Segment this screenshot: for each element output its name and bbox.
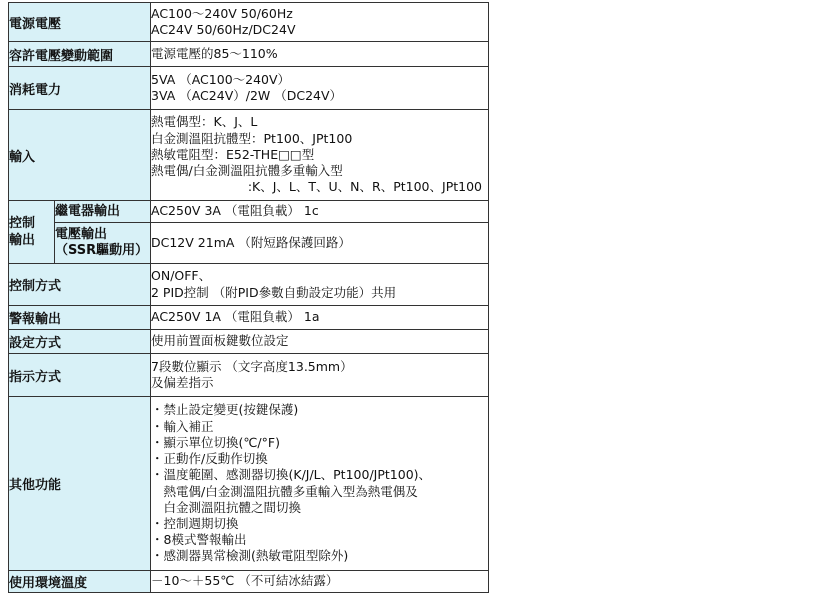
alarm-output-value bbox=[151, 306, 489, 330]
control-method-line: ON/OFF、 bbox=[151, 268, 212, 284]
other-function-item: ・溫度範圍、感測器切換(K/J/L、Pt100/JPt100)、 bbox=[151, 467, 432, 483]
ambient-temp-line: －10～＋55℃ （不可結冰結露） bbox=[151, 573, 339, 589]
other-function-item: ・正動作/反動作切換 bbox=[151, 451, 268, 467]
relay-output-value: AC250V 3A （電阻負載） 1c bbox=[151, 201, 489, 223]
voltage-range-label: 容許電壓變動範圍 bbox=[9, 42, 151, 67]
other-function-item: ・8模式警報輸出 bbox=[151, 532, 247, 548]
row-setting-method bbox=[9, 330, 489, 354]
voltage-range-value bbox=[151, 42, 489, 67]
input-line: 熱電偶型：K、J、L bbox=[151, 114, 258, 130]
row-relay-output bbox=[9, 201, 489, 223]
input-value bbox=[151, 110, 489, 201]
power-supply-value bbox=[151, 3, 489, 42]
other-functions-label: 其他功能 bbox=[9, 397, 151, 571]
alarm-output-label: 警報輸出 bbox=[9, 306, 151, 330]
control-method-label: 控制方式 bbox=[9, 264, 151, 306]
control-output-label-text: 控制 輸出 bbox=[9, 216, 36, 248]
input-line: 白金測溫阻抗體型：Pt100、JPt100 bbox=[151, 130, 353, 146]
relay-output-label: 繼電器輸出 bbox=[55, 201, 151, 223]
voltage-output-label-text: 電壓輸出 （SSR驅動用） bbox=[55, 227, 149, 258]
ambient-temp-label: 使用環境溫度 bbox=[9, 571, 151, 593]
row-input bbox=[9, 110, 489, 201]
voltage-output-label bbox=[55, 223, 151, 264]
row-alarm-output bbox=[9, 306, 489, 330]
other-function-item: ・禁止設定變更(按鍵保護) bbox=[151, 402, 299, 418]
row-power-consumption bbox=[9, 67, 489, 110]
power-consumption-line: 3VA （AC24V）/2W （DC24V） bbox=[151, 88, 343, 103]
alarm-output-line: AC250V 1A （電阻負載） 1a bbox=[151, 309, 320, 325]
display-method-value bbox=[151, 354, 489, 397]
input-line: 熱敏電阻型：E52-THE□□型 bbox=[151, 146, 315, 162]
row-voltage-output bbox=[9, 223, 489, 264]
display-method-line: 7段數位顯示 （文字高度13.5mm） bbox=[151, 358, 353, 374]
input-line: :K、J、L、T、U、N、R、Pt100、JPt100 bbox=[247, 179, 482, 195]
power-consumption-label: 消耗電力 bbox=[9, 67, 151, 110]
other-function-item: ・輸入補正 bbox=[151, 418, 214, 434]
other-function-item: ・控制週期切換 bbox=[151, 515, 239, 531]
display-method-label: 指示方式 bbox=[9, 354, 151, 397]
spec-table bbox=[8, 2, 489, 593]
setting-method-label: 設定方式 bbox=[9, 330, 151, 354]
input-line: 熱電偶/白金測溫阻抗體多重輸入型 bbox=[151, 163, 343, 179]
power-consumption-line: 5VA （AC100～240V） bbox=[151, 71, 291, 87]
row-display-method bbox=[9, 354, 489, 397]
row-voltage-range bbox=[9, 42, 489, 67]
power-consumption-value bbox=[151, 67, 489, 110]
control-output-label bbox=[9, 201, 55, 264]
row-other-functions bbox=[9, 397, 489, 571]
row-control-method bbox=[9, 264, 489, 306]
power-supply-line: AC100～240V 50/60Hz bbox=[151, 5, 293, 21]
input-label: 輸入 bbox=[9, 110, 151, 201]
setting-method-value bbox=[151, 330, 489, 354]
setting-method-line: 使用前置面板鍵數位設定 bbox=[151, 333, 289, 349]
ambient-temp-value bbox=[151, 571, 489, 593]
voltage-range-line: 電源電壓的85～110% bbox=[151, 45, 278, 61]
other-functions-value bbox=[151, 397, 489, 571]
power-supply-label: 電源電壓 bbox=[9, 3, 151, 42]
other-function-item: ・感測器異常檢測(熱敏電阻型除外) bbox=[151, 548, 349, 564]
other-function-item: 白金測溫阻抗體之間切換 bbox=[151, 499, 302, 515]
voltage-output-value: DC12V 21mA （附短路保護回路） bbox=[151, 223, 489, 264]
row-ambient-temp bbox=[9, 571, 489, 593]
other-function-item: 熱電偶/白金測溫阻抗體多重輸入型為熱電偶及 bbox=[151, 483, 418, 499]
row-power-supply bbox=[9, 3, 489, 42]
power-supply-line: AC24V 50/60Hz/DC24V bbox=[151, 22, 296, 37]
other-function-item: ・顯示單位切換(℃/°F) bbox=[151, 434, 280, 450]
display-method-line: 及偏差指示 bbox=[151, 375, 214, 390]
control-method-line: 2 PID控制 （附PID參數自動設定功能）共用 bbox=[151, 284, 397, 300]
control-method-value bbox=[151, 264, 489, 306]
